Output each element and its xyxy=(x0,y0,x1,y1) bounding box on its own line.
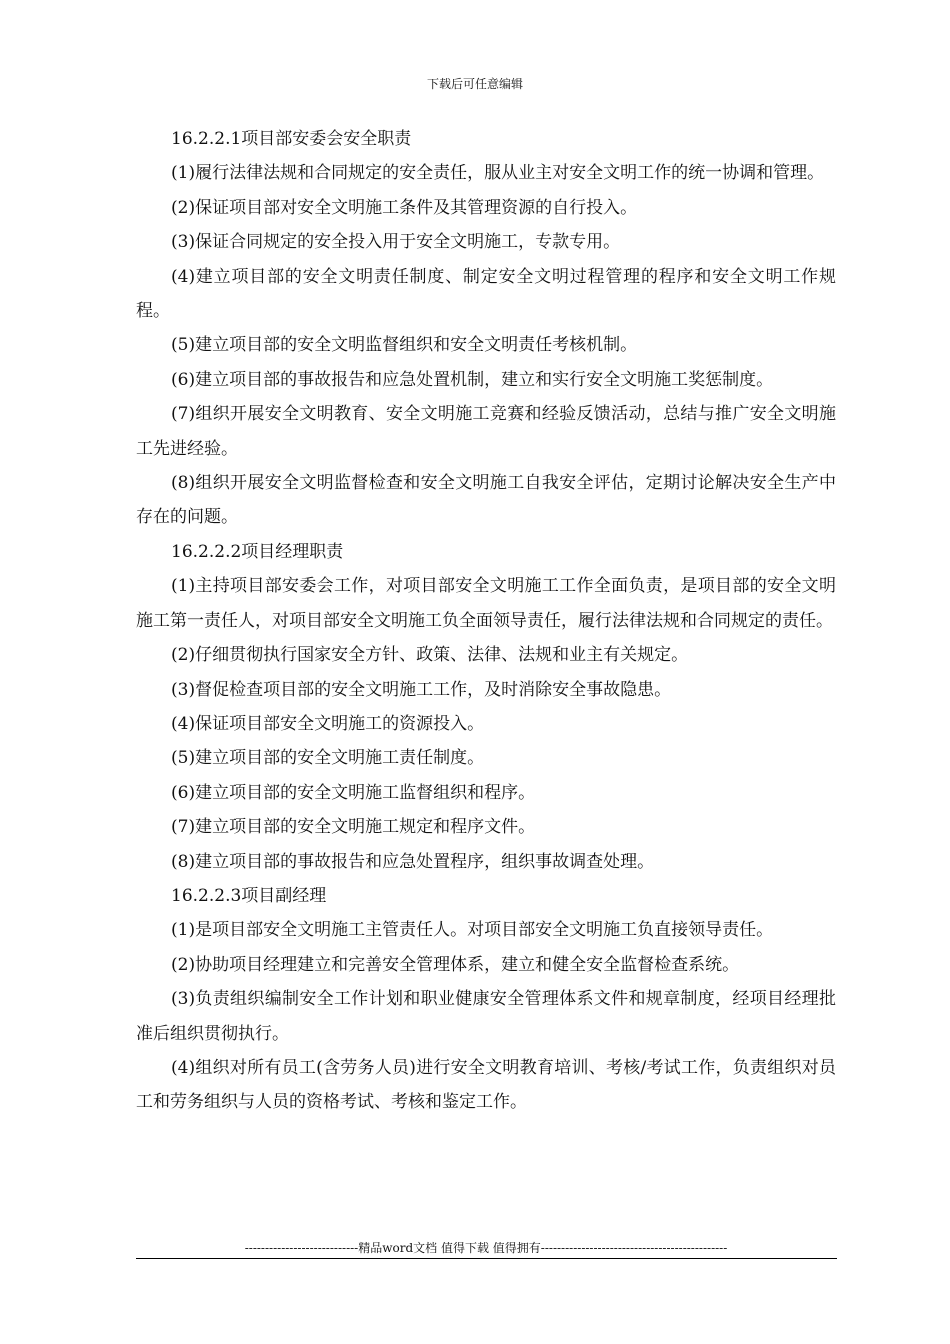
paragraph: (3)督促检查项目部的安全文明施工工作，及时消除安全事故隐患。 xyxy=(171,679,672,700)
paragraph: (8)组织开展安全文明监督检查和安全文明施工自我安全评估，定期讨论解决安全生产中存在的问题。 xyxy=(136,473,836,528)
paragraph: (8)建立项目部的事故报告和应急处置程序，组织事故调查处理。 xyxy=(171,851,655,872)
document-body xyxy=(136,122,836,1120)
paragraph: (5)建立项目部的安全文明监督组织和安全文明责任考核机制。 xyxy=(171,335,638,356)
paragraph: (6)建立项目部的事故报告和应急处置机制，建立和实行安全文明施工奖惩制度。 xyxy=(171,369,774,390)
paragraph: (2)仔细贯彻执行国家安全方针、政策、法律、法规和业主有关规定。 xyxy=(171,645,689,666)
page-footer: ----------------------------精品word文档 值得下载 值得拥有---------------------------------------------- xyxy=(244,1241,728,1255)
paragraph: (2)保证项目部对安全文明施工条件及其管理资源的自行投入。 xyxy=(171,197,638,218)
paragraph: (4)组织对所有员工(含劳务人员)进行安全文明教育培训、考核/考试工作，负责组织对员工和劳务组织与人员的资格考试、考核和鉴定工作。 xyxy=(136,1057,836,1113)
page-header: 下载后可任意编辑 xyxy=(426,77,523,91)
paragraph: (3)负责组织编制安全工作计划和职业健康安全管理体系文件和规章制度，经项目经理批准后组织贯彻执行。 xyxy=(136,989,836,1044)
paragraph: (1)履行法律法规和合同规定的安全责任，服从业主对安全文明工作的统一协调和管理。 xyxy=(171,163,825,184)
paragraph: (4)保证项目部安全文明施工的资源投入。 xyxy=(171,713,485,734)
paragraph: (1)是项目部安全文明施工主管责任人。对项目部安全文明施工负直接领导责任。 xyxy=(171,920,774,941)
paragraph: (7)组织开展安全文明教育、安全文明施工竞赛和经验反馈活动，总结与推广安全文明施工先进经验。 xyxy=(136,404,836,459)
paragraph: (6)建立项目部的安全文明施工监督组织和程序。 xyxy=(171,782,536,803)
section-heading-16-2-2-2: 16.2.2.2项目经理职责 xyxy=(171,541,344,562)
paragraph: (1)主持项目部安委会工作，对项目部安全文明施工工作全面负责，是项目部的安全文明施工第一责任人，对项目部安全文明施工负全面领导责任，履行法律法规和合同规定的责任。 xyxy=(136,576,836,631)
section-heading-16-2-2-3: 16.2.2.3项目副经理 xyxy=(171,885,327,906)
footer-divider xyxy=(136,1258,837,1259)
paragraph: (2)协助项目经理建立和完善安全管理体系，建立和健全安全监督检查系统。 xyxy=(171,954,740,975)
paragraph: (5)建立项目部的安全文明施工责任制度。 xyxy=(171,748,485,769)
paragraph: (3)保证合同规定的安全投入用于安全文明施工，专款专用。 xyxy=(171,232,621,253)
paragraph: (4)建立项目部的安全文明责任制度、制定安全文明过程管理的程序和安全文明工作规程。 xyxy=(136,266,836,322)
section-heading-16-2-2-1: 16.2.2.1项目部安委会安全职责 xyxy=(171,129,412,149)
paragraph: (7)建立项目部的安全文明施工规定和程序文件。 xyxy=(171,817,536,838)
